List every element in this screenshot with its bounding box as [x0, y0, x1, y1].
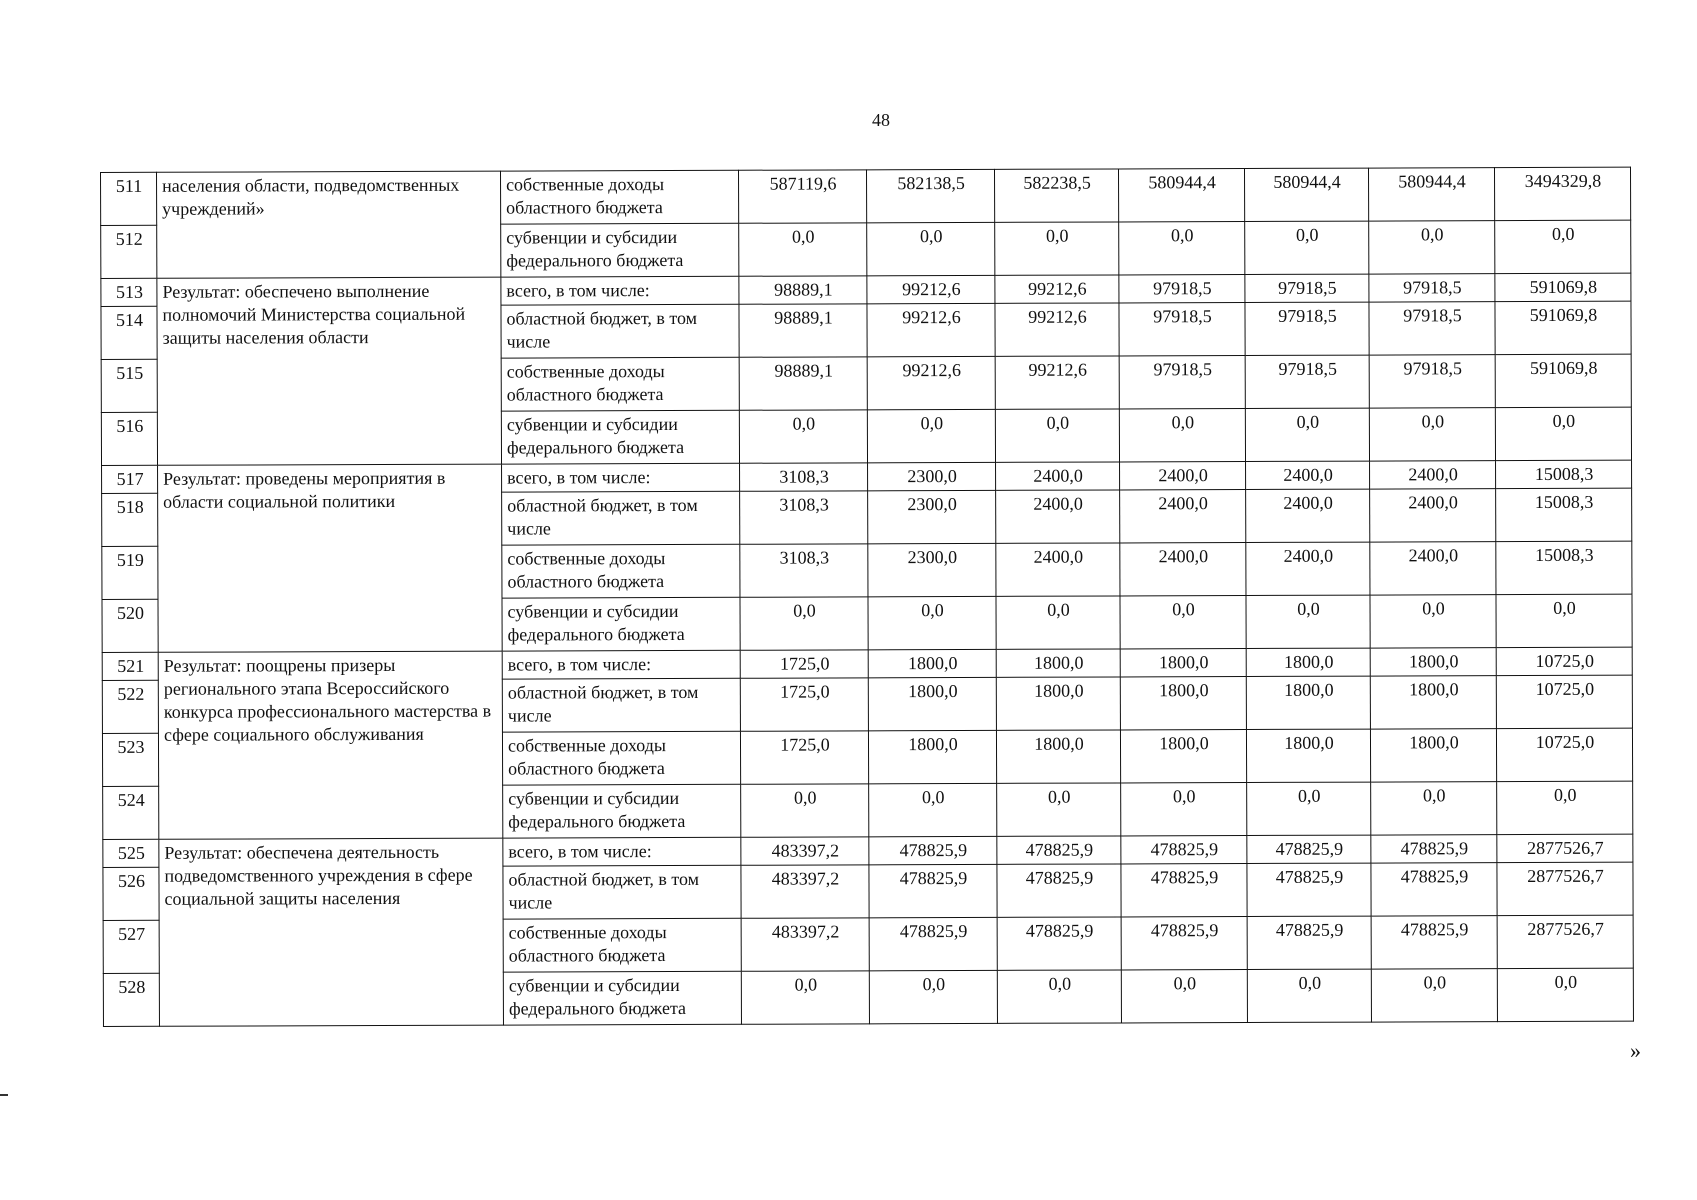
year-value: 1725,0	[740, 678, 868, 731]
year-value: 1800,0	[868, 677, 996, 730]
funding-source: собственные доходы областного бюджета	[501, 357, 739, 411]
funding-source: областной бюджет, в том числе	[502, 678, 740, 732]
year-value: 2400,0	[1246, 461, 1370, 489]
year-value: 98889,1	[739, 304, 867, 357]
year-value: 587119,6	[738, 170, 866, 223]
year-value: 1725,0	[740, 650, 868, 678]
funding-source: субвенции и субсидии федерального бюджета	[503, 784, 741, 838]
funding-source: собственные доходы областного бюджета	[500, 170, 738, 224]
year-value: 97918,5	[1245, 302, 1369, 355]
result-description: Результат: обеспечено выполнение полномочий Министерства социальной защиты населения области	[157, 277, 502, 465]
total-value: 15008,3	[1496, 460, 1632, 488]
year-value: 0,0	[996, 596, 1120, 649]
year-value: 478825,9	[1247, 916, 1371, 969]
year-value: 1800,0	[1370, 648, 1496, 676]
year-value: 478825,9	[869, 917, 997, 970]
row-number: 520	[102, 599, 158, 652]
funding-source: субвенции и субсидии федерального бюджета	[502, 597, 740, 651]
total-value: 0,0	[1495, 220, 1631, 273]
total-value: 0,0	[1495, 407, 1631, 460]
row-number: 515	[101, 359, 157, 412]
total-value: 591069,8	[1495, 354, 1631, 407]
row-number: 516	[101, 412, 157, 465]
year-value: 1800,0	[1370, 676, 1496, 729]
year-value: 0,0	[739, 410, 867, 463]
year-value: 2400,0	[1120, 462, 1246, 490]
funding-source: всего, в том числе:	[501, 276, 739, 305]
row-number: 517	[102, 465, 158, 493]
total-value: 2877526,7	[1497, 834, 1633, 862]
year-value: 0,0	[1119, 222, 1245, 275]
page-number: 48	[872, 110, 890, 130]
year-value: 0,0	[868, 596, 996, 649]
year-value: 0,0	[741, 784, 869, 837]
year-value: 0,0	[739, 223, 867, 276]
row-number: 514	[101, 306, 157, 359]
year-value: 2400,0	[1120, 490, 1246, 543]
result-description: Результат: поощрены призеры регионального этапа Всероссийского конкурса профессионального мастерства в сфере социального обслуживания	[158, 651, 503, 839]
year-value: 0,0	[867, 409, 995, 462]
year-value: 97918,5	[1245, 274, 1369, 302]
year-value: 0,0	[867, 222, 995, 275]
year-value: 97918,5	[1369, 355, 1495, 408]
year-value: 582238,5	[994, 169, 1118, 222]
total-value: 3494329,8	[1494, 167, 1630, 220]
year-value: 2400,0	[1246, 489, 1370, 542]
year-value: 98889,1	[739, 276, 867, 304]
year-value: 1725,0	[740, 731, 868, 784]
total-value: 15008,3	[1496, 488, 1632, 541]
year-value: 0,0	[869, 783, 997, 836]
year-value: 0,0	[741, 971, 869, 1024]
year-value: 0,0	[1121, 783, 1247, 836]
year-value: 1800,0	[1246, 729, 1370, 782]
year-value: 97918,5	[1369, 302, 1495, 355]
year-value: 478825,9	[1247, 835, 1371, 863]
result-description: Результат: обеспечена деятельность подведомственного учреждения в сфере социальной защиты населения	[159, 838, 504, 1026]
result-description: населения области, подведомственных учреждений»	[157, 171, 501, 278]
funding-source: собственные доходы областного бюджета	[502, 731, 740, 785]
year-value: 1800,0	[868, 730, 996, 783]
total-value: 0,0	[1497, 781, 1633, 834]
row-number: 523	[102, 733, 158, 786]
year-value: 0,0	[1371, 969, 1497, 1022]
total-value: 15008,3	[1496, 541, 1632, 594]
year-value: 0,0	[1121, 970, 1247, 1023]
year-value: 478825,9	[1371, 835, 1497, 863]
year-value: 483397,2	[741, 865, 869, 918]
year-value: 2300,0	[868, 462, 996, 490]
row-number: 527	[103, 920, 159, 973]
year-value: 3108,3	[740, 491, 868, 544]
year-value: 0,0	[1246, 595, 1370, 648]
year-value: 0,0	[1247, 969, 1371, 1022]
year-value: 478825,9	[1121, 836, 1247, 864]
funding-source: всего, в том числе:	[503, 837, 741, 866]
year-value: 1800,0	[996, 677, 1120, 730]
year-value: 0,0	[1245, 221, 1369, 274]
year-value: 2400,0	[996, 490, 1120, 543]
year-value: 478825,9	[1247, 863, 1371, 916]
row-number: 522	[102, 680, 158, 733]
row-number: 513	[101, 278, 157, 306]
year-value: 97918,5	[1119, 303, 1245, 356]
year-value: 0,0	[869, 970, 997, 1023]
year-value: 99212,6	[867, 356, 995, 409]
year-value: 0,0	[995, 409, 1119, 462]
closing-quote-mark: »	[1630, 1038, 1641, 1063]
year-value: 478825,9	[1121, 917, 1247, 970]
funding-source: областной бюджет, в том числе	[501, 304, 739, 358]
funding-source: субвенции и субсидии федерального бюджета	[501, 223, 739, 277]
budget-table-wrapper	[100, 167, 1634, 1027]
year-value: 2400,0	[1246, 542, 1370, 595]
year-value: 99212,6	[867, 275, 995, 303]
year-value: 478825,9	[869, 836, 997, 864]
year-value: 2400,0	[1370, 542, 1496, 595]
year-value: 478825,9	[997, 864, 1121, 917]
year-value: 580944,4	[1244, 168, 1368, 221]
year-value: 0,0	[740, 597, 868, 650]
funding-source: собственные доходы областного бюджета	[502, 544, 740, 598]
total-value: 2877526,7	[1497, 862, 1633, 915]
row-number: 524	[103, 786, 159, 839]
budget-table	[100, 167, 1634, 1027]
year-value: 478825,9	[997, 836, 1121, 864]
year-value: 0,0	[1369, 221, 1495, 274]
year-value: 0,0	[997, 783, 1121, 836]
year-value: 1800,0	[1246, 648, 1370, 676]
year-value: 0,0	[1119, 409, 1245, 462]
year-value: 0,0	[995, 222, 1119, 275]
table-body	[101, 167, 1634, 1026]
year-value: 1800,0	[1120, 649, 1246, 677]
year-value: 1800,0	[1120, 730, 1246, 783]
year-value: 99212,6	[995, 303, 1119, 356]
year-value: 97918,5	[1119, 356, 1245, 409]
year-value: 97918,5	[1369, 274, 1495, 302]
year-value: 1800,0	[996, 649, 1120, 677]
year-value: 0,0	[997, 970, 1121, 1023]
year-value: 2400,0	[1370, 461, 1496, 489]
year-value: 478825,9	[1371, 863, 1497, 916]
year-value: 478825,9	[1121, 864, 1247, 917]
year-value: 0,0	[1371, 782, 1497, 835]
year-value: 2300,0	[868, 543, 996, 596]
funding-source: всего, в том числе:	[502, 463, 740, 492]
year-value: 99212,6	[995, 275, 1119, 303]
year-value: 580944,4	[1118, 169, 1244, 222]
year-value: 98889,1	[739, 357, 867, 410]
total-value: 591069,8	[1495, 301, 1631, 354]
year-value: 99212,6	[867, 303, 995, 356]
total-value: 2877526,7	[1497, 915, 1633, 968]
row-number: 512	[101, 225, 157, 278]
year-value: 0,0	[1120, 596, 1246, 649]
year-value: 1800,0	[1370, 729, 1496, 782]
year-value: 582138,5	[866, 169, 994, 222]
year-value: 99212,6	[995, 356, 1119, 409]
year-value: 483397,2	[741, 918, 869, 971]
total-value: 0,0	[1496, 594, 1632, 647]
total-value: 10725,0	[1496, 675, 1632, 728]
year-value: 1800,0	[1246, 676, 1370, 729]
year-value: 3108,3	[740, 463, 868, 491]
table-row	[101, 167, 1631, 225]
year-value: 2400,0	[1120, 543, 1246, 596]
row-number: 519	[102, 546, 158, 599]
year-value: 0,0	[1247, 782, 1371, 835]
row-number: 528	[103, 973, 159, 1026]
year-value: 3108,3	[740, 544, 868, 597]
year-value: 2400,0	[996, 543, 1120, 596]
row-number: 525	[103, 839, 159, 867]
row-number: 511	[101, 172, 157, 225]
year-value: 0,0	[1245, 408, 1369, 461]
year-value: 0,0	[1370, 595, 1496, 648]
funding-source: собственные доходы областного бюджета	[503, 918, 741, 972]
result-description: Результат: проведены мероприятия в области социальной политики	[158, 464, 503, 652]
row-number: 526	[103, 867, 159, 920]
funding-source: субвенции и субсидии федерального бюджета	[503, 971, 741, 1025]
year-value: 2300,0	[868, 490, 996, 543]
margin-mark	[0, 1094, 8, 1096]
total-value: 10725,0	[1496, 728, 1632, 781]
year-value: 478825,9	[869, 864, 997, 917]
year-value: 2400,0	[1370, 489, 1496, 542]
total-value: 0,0	[1497, 968, 1633, 1021]
row-number: 521	[102, 652, 158, 680]
year-value: 1800,0	[868, 649, 996, 677]
year-value: 483397,2	[741, 837, 869, 865]
year-value: 1800,0	[996, 730, 1120, 783]
total-value: 591069,8	[1495, 273, 1631, 301]
year-value: 478825,9	[1371, 916, 1497, 969]
year-value: 478825,9	[997, 917, 1121, 970]
year-value: 0,0	[1369, 408, 1495, 461]
funding-source: всего, в том числе:	[502, 650, 740, 679]
row-number: 518	[102, 493, 158, 546]
funding-source: областной бюджет, в том числе	[503, 865, 741, 919]
funding-source: областной бюджет, в том числе	[502, 491, 740, 545]
total-value: 10725,0	[1496, 647, 1632, 675]
year-value: 1800,0	[1120, 677, 1246, 730]
funding-source: субвенции и субсидии федерального бюджета	[501, 410, 739, 464]
year-value: 97918,5	[1245, 355, 1369, 408]
year-value: 580944,4	[1368, 168, 1494, 221]
year-value: 2400,0	[996, 462, 1120, 490]
year-value: 97918,5	[1119, 275, 1245, 303]
